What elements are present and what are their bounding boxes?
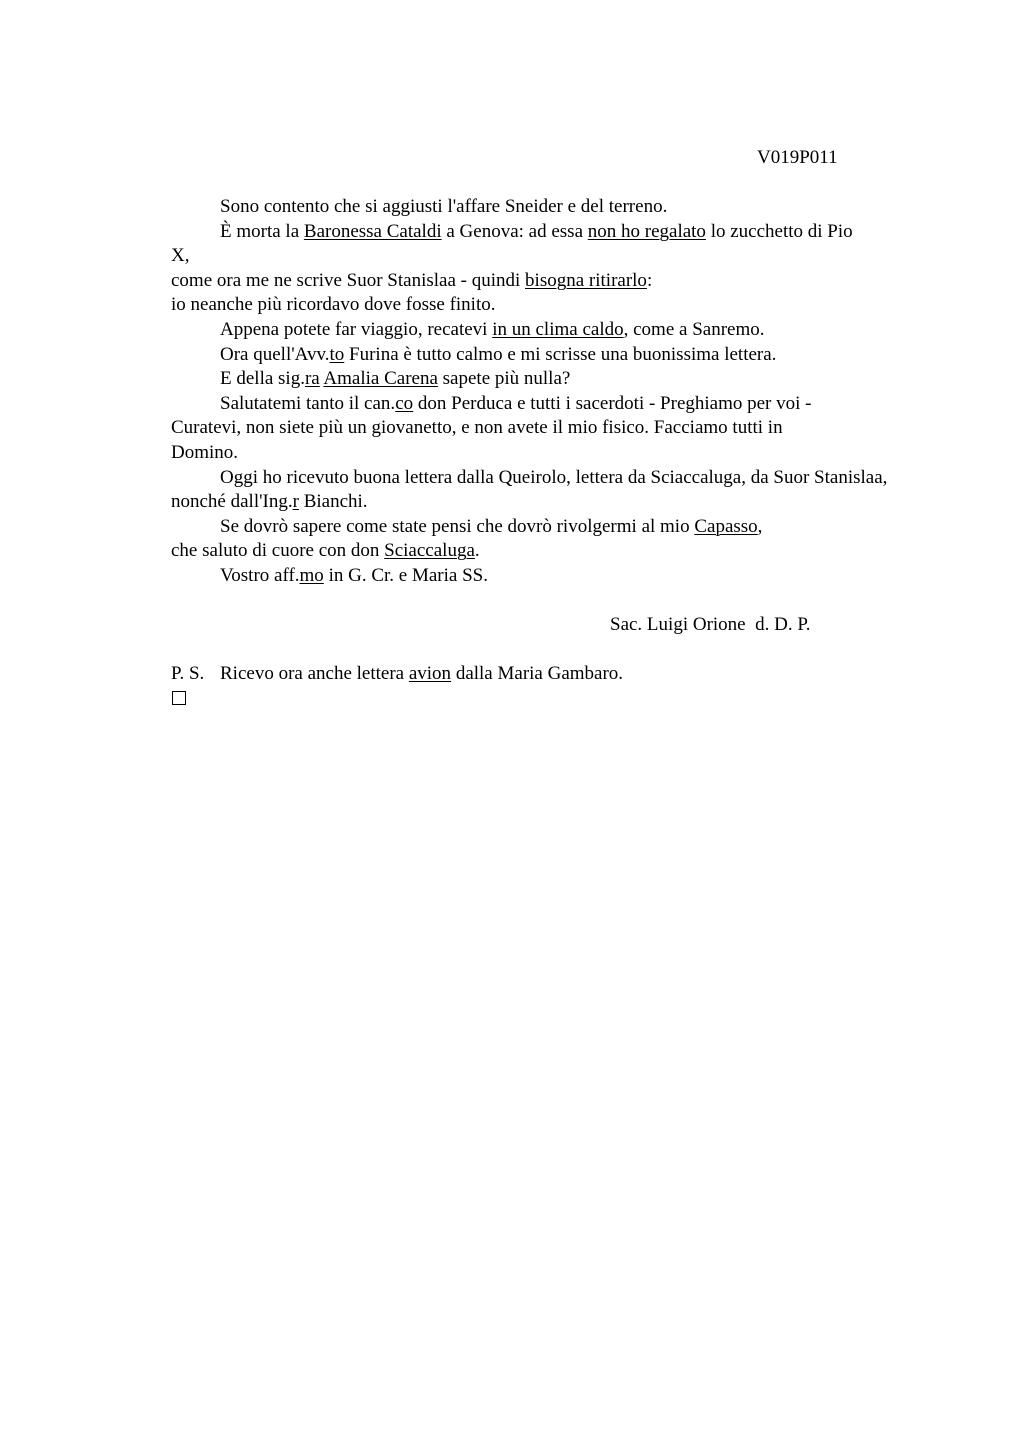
paragraph-perduca-cont: Domino.: [171, 441, 239, 463]
underlined-abbrev: co: [395, 392, 414, 414]
paragraph-capasso-cont: che saluto di cuore con don Sciaccaluga.: [171, 540, 480, 562]
underlined-abbrev: r: [292, 491, 299, 513]
paragraph-cataldi-cont: io neanche più ricordavo dove fosse finito.: [171, 294, 496, 316]
paragraph-capasso: Se dovrò sapere come state pensi che dovrò rivolgermi al mio Capasso,: [220, 515, 763, 537]
underlined-abbrev: to: [329, 343, 345, 365]
end-marker: [171, 687, 971, 712]
underlined-abbrev: mo: [299, 564, 324, 586]
underlined-name: Sciaccaluga: [384, 540, 475, 562]
paragraph-perduca: Salutatemi tanto il can.co don Perduca e tutti i sacerdoti - Preghiamo per voi -: [220, 392, 812, 414]
page-reference: V019P011: [757, 147, 838, 168]
underlined-phrase: bisogna ritirarlo: [525, 269, 647, 291]
paragraph-sanremo: Appena potete far viaggio, recatevi in un clima caldo, come a Sanremo.: [220, 318, 765, 340]
signature: Sac. Luigi Orione d. D. P.: [610, 614, 811, 636]
spacer: [171, 589, 971, 614]
spacer: [171, 638, 971, 663]
postscript-label: P. S.: [171, 663, 205, 685]
letter-body: [171, 195, 971, 711]
paragraph-queirolo-cont: nonché dall'Ing.r Bianchi.: [171, 491, 368, 513]
paragraph-furina: Ora quell'Avv.to Furina è tutto calmo e mi scrisse una buonissima lettera.: [220, 343, 777, 365]
paragraph-cataldi: È morta la Baronessa Cataldi a Genova: ad essa non ho regalato lo zucchetto di Pio: [220, 220, 853, 242]
empty-box-icon: [172, 691, 186, 705]
underlined-phrase: in un clima caldo: [492, 318, 624, 340]
underlined-abbrev: ra: [304, 368, 320, 390]
underlined-name: Baronessa Cataldi: [303, 220, 442, 242]
paragraph-queirolo: Oggi ho ricevuto buona lettera dalla Queirolo, lettera da Sciaccaluga, da Suor Stanislaa,: [220, 466, 888, 488]
closing-salutation: Vostro aff.mo in G. Cr. e Maria SS.: [220, 564, 488, 586]
postscript: P. S. Ricevo ora anche lettera avion dalla Maria Gambaro.: [171, 662, 971, 687]
underlined-word: avion: [408, 663, 452, 685]
underlined-phrase: non ho regalato: [587, 220, 706, 242]
underlined-name: Capasso: [694, 515, 758, 537]
paragraph-cataldi-cont: come ora me ne scrive Suor Stanislaa - quindi bisogna ritirarlo:: [171, 269, 653, 291]
paragraph-carena: E della sig.ra Amalia Carena sapete più nulla?: [220, 368, 571, 390]
paragraph-cataldi-cont: X,: [171, 245, 190, 267]
paragraph-perduca-cont: Curatevi, non siete più un giovanetto, e non avete il mio fisico. Facciamo tutti in: [171, 417, 783, 439]
underlined-name: Amalia Carena: [323, 368, 438, 390]
paragraph-sneider: Sono contento che si aggiusti l'affare Sneider e del terreno.: [220, 196, 668, 217]
